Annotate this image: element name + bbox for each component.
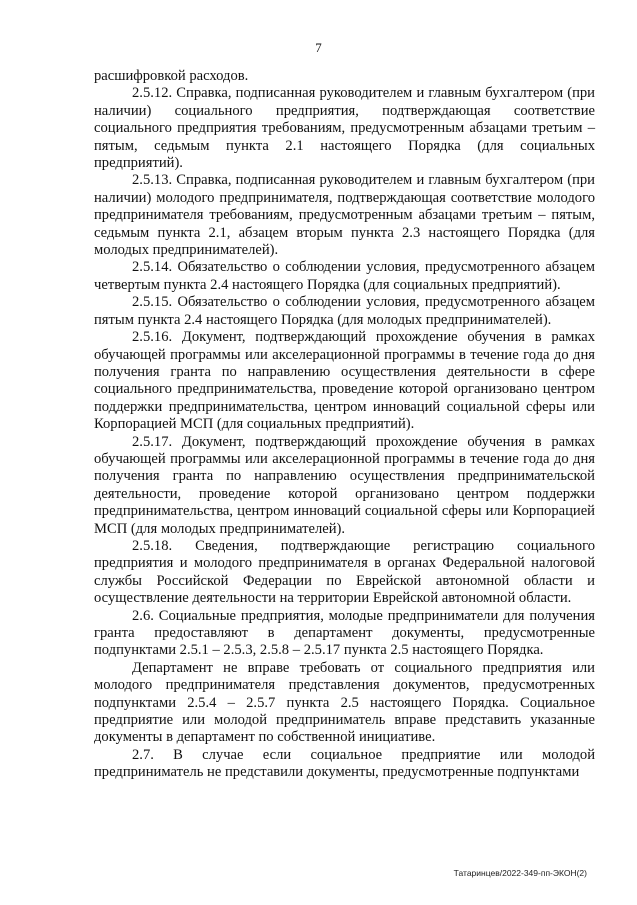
paragraph-2-5-18: 2.5.18. Сведения, подтверждающие регистрацию социального предприятия и молодого предпринимателя в органах Федеральной налоговой службы Российской Федерации по Еврейской автономной области и осуществление деятельности на территории Еврейской автономной области.: [94, 537, 595, 607]
paragraph-2-5-12: 2.5.12. Справка, подписанная руководителем и главным бухгалтером (при наличии) социального предприятия, подтверждающая соответствие социального предприятия требованиям, предусмотренным абзацами третьим – пятым, седьмым пункта 2.1 настоящего Порядка (для социальных предприятий).: [94, 85, 595, 172]
paragraph-2-7: 2.7. В случае если социальное предприятие или молодой предприниматель не представили документы, предусмотренные подпунктами: [94, 746, 595, 781]
document-footer-code: Татаринцев/2022-349-пп-ЭКОН(2): [453, 868, 587, 878]
paragraph-department: Департамент не вправе требовать от социального предприятия или молодого предпринимателя представления документов, предусмотренных подпунктами 2.5.4 – 2.5.7 пункта 2.5 настоящего Порядка. Социальное предприятие или молодой предприниматель вправе представить указанные документы в департамент по собственной инициативе.: [94, 659, 595, 746]
paragraph-2-6: 2.6. Социальные предприятия, молодые предприниматели для получения гранта предоставляют в департамент документы, предусмотренные подпунктами 2.5.1 – 2.5.3, 2.5.8 – 2.5.17 пункта 2.5 настоящего Порядка.: [94, 607, 595, 659]
paragraph-2-5-15: 2.5.15. Обязательство о соблюдении условия, предусмотренного абзацем пятым пункта 2.4 настоящего Порядка (для молодых предпринимателей).: [94, 294, 595, 328]
paragraph-continuation: расшифровкой расходов.: [94, 68, 249, 84]
paragraph-2-5-14: 2.5.14. Обязательство о соблюдении условия, предусмотренного абзацем четвертым пункта 2.4 настоящего Порядка (для социальных предприятий).: [94, 259, 595, 293]
document-body: [94, 68, 595, 782]
page-number: 7: [315, 40, 322, 55]
paragraph-2-5-17: 2.5.17. Документ, подтверждающий прохождение обучения в рамках обучающей программы или акселерационной программы в течение года до дня получения гранта по направлению осуществления предпринимательской деятельности, проведение которой организовано центром поддержки предпринимательства, центром инноваций социальной сферы или Корпорацией МСП (для молодых предпринимателей).: [94, 433, 595, 537]
paragraph-2-5-16: 2.5.16. Документ, подтверждающий прохождение обучения в рамках обучающей программы или акселерационной программы в течение года до дня получения гранта по направлению осуществления деятельности в сфере социального предпринимательства, проведение которой организовано центром поддержки предпринимательства, центром инноваций социальной сферы или Корпорацией МСП (для социальных предприятий).: [94, 329, 595, 433]
paragraph-2-5-13: 2.5.13. Справка, подписанная руководителем и главным бухгалтером (при наличии) молодого предпринимателя, подтверждающая соответствие молодого предпринимателя требованиям, предусмотренным абзацами третьим – пятым, седьмым пункта 2.1, абзацем вторым пункта 2.3 настоящего Порядка (для молодых предпринимателей).: [94, 172, 595, 259]
